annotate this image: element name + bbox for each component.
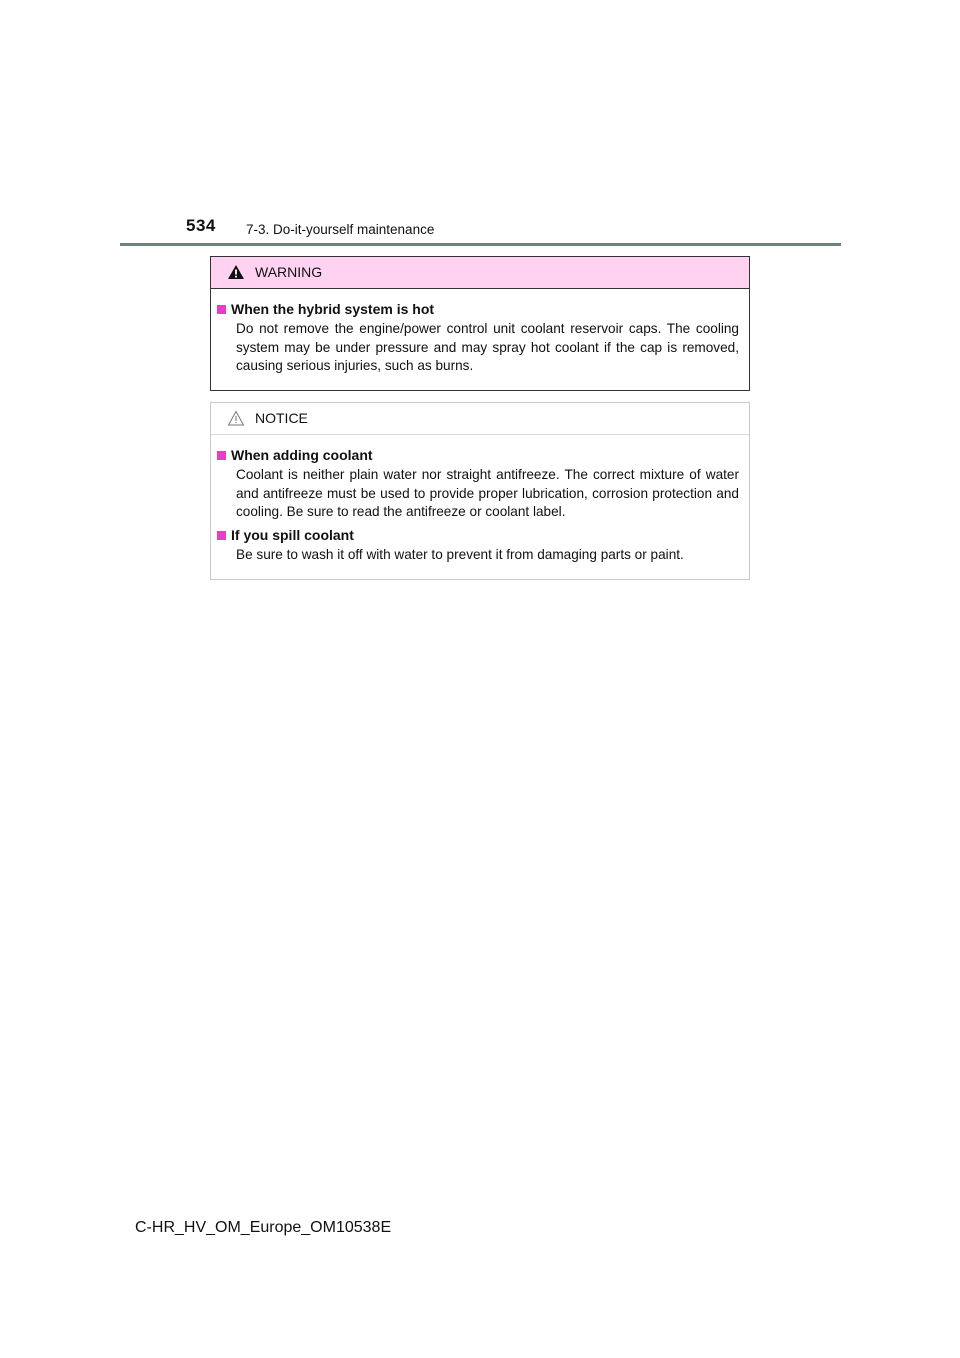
warning-item-text: Do not remove the engine/power control unit coolant reservoir caps. The cooling system may be under pressure and may spray hot coolant if the cap is removed, causing serious injuries, such as burns. — [236, 321, 739, 373]
notice-item-title-row — [217, 446, 739, 465]
warning-box — [210, 256, 750, 391]
warning-triangle-icon — [227, 264, 245, 280]
caution-triangle-outline-icon — [227, 410, 245, 426]
footer-doc-code: C-HR_HV_OM_Europe_OM10538E — [135, 1219, 392, 1236]
section-title: 7-3. Do-it-yourself maintenance — [246, 222, 435, 237]
notice-item — [217, 446, 739, 522]
warning-label: WARNING — [255, 264, 323, 280]
notice-box — [210, 402, 750, 580]
header-rule — [120, 243, 841, 246]
page-number: 534 — [186, 216, 216, 235]
notice-item — [217, 526, 739, 565]
warning-body — [211, 289, 749, 376]
notice-item-title: When adding coolant — [231, 447, 373, 463]
notice-item-title: If you spill coolant — [231, 526, 354, 543]
warning-item-title-row — [217, 300, 739, 319]
bullet-square-icon — [217, 305, 226, 314]
notice-header — [211, 403, 749, 435]
bullet-square-icon — [217, 451, 226, 460]
warning-item-title: When the hybrid system is hot — [231, 301, 435, 317]
bullet-square-icon — [217, 531, 226, 540]
notice-label: NOTICE — [255, 410, 308, 426]
notice-item-text: Coolant is neither plain water nor straight antifreeze. The correct mixture of water and antifreeze must be used to provide proper lubrication, corrosion protection and cooling. Be sure to read the antifreeze or coolant label. — [236, 467, 739, 519]
notice-item-text: Be sure to wash it off with water to prevent it from damaging parts or paint. — [236, 546, 684, 562]
warning-header — [211, 257, 749, 289]
notice-body — [211, 435, 749, 564]
notice-item-title-row — [217, 526, 739, 545]
warning-item — [217, 300, 739, 376]
